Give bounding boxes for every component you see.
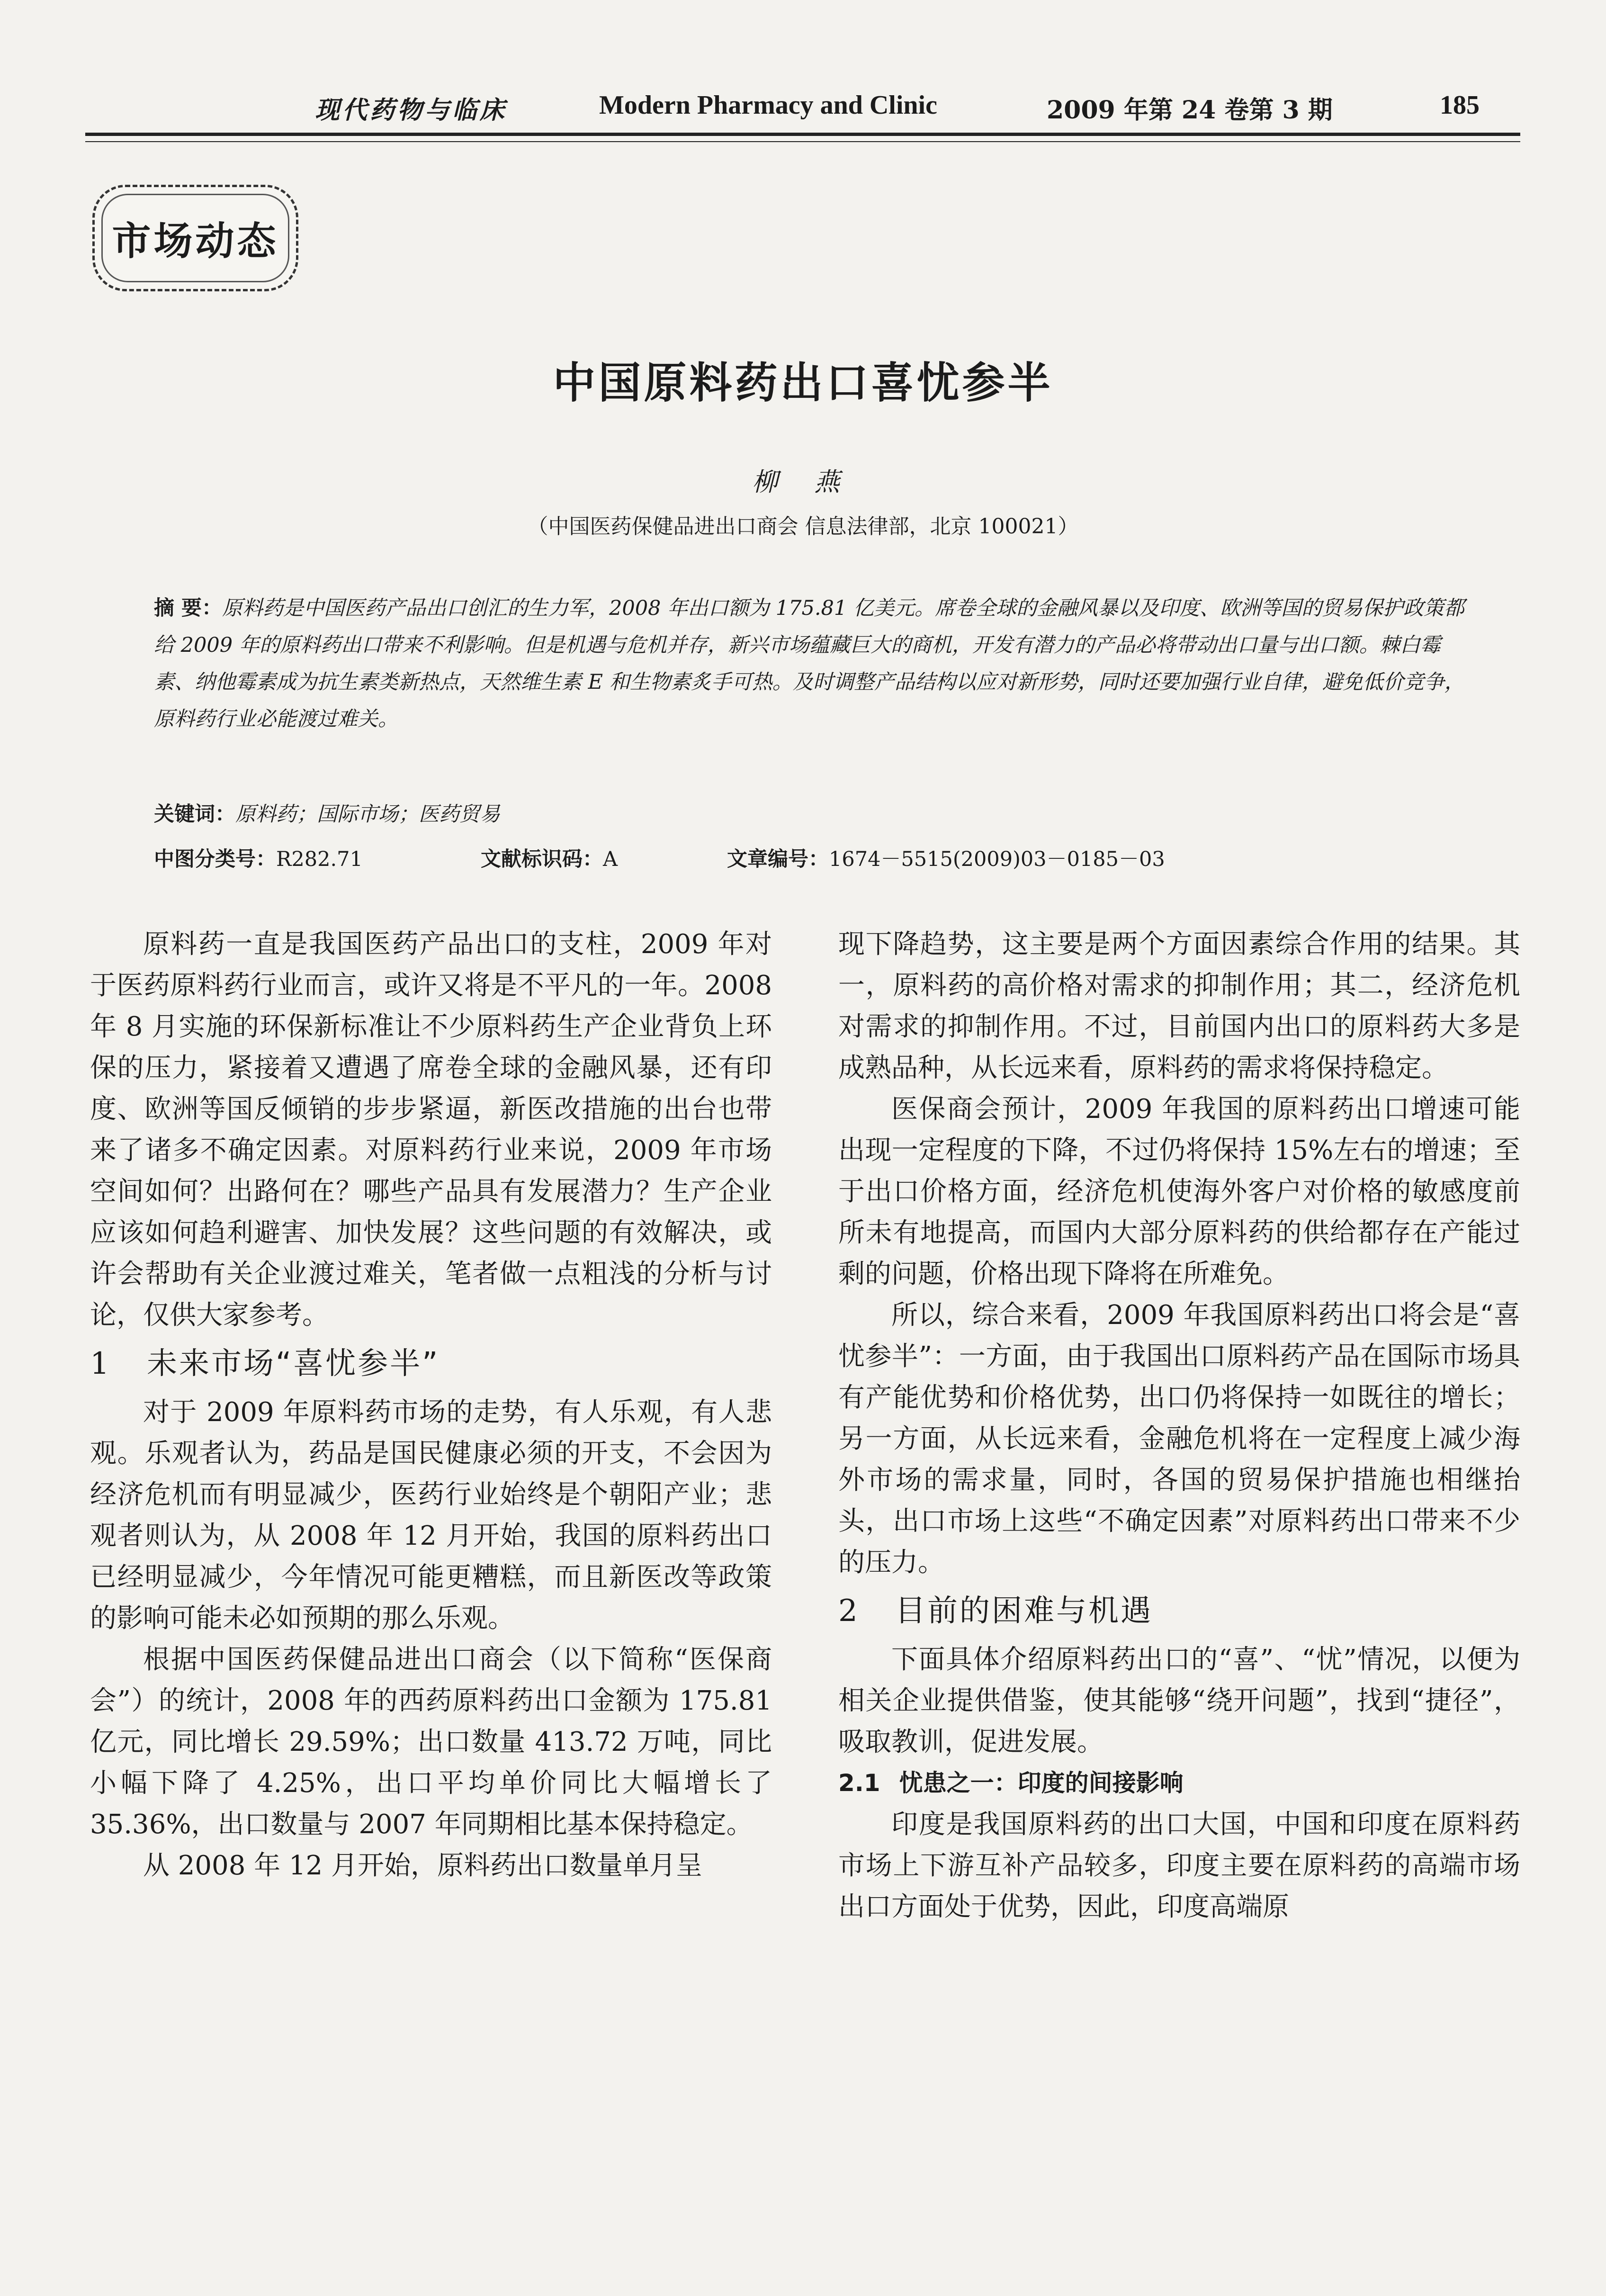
body-paragraph: 现下降趋势，这主要是两个方面因素综合作用的结果。其一，原料药的高价格对需求的抑制作用；其二，经济危机对需求的抑制作用。不过，目前国内出口的原料药大多是成熟品种，从长远来看，原料药的需求将保持稳定。 xyxy=(838,929,1520,1083)
section-heading-text: 未来市场“喜忧参半” xyxy=(147,1346,440,1381)
article-title: 中国原料药出口喜忧参半 xyxy=(553,358,1053,408)
page-number: 185 xyxy=(1440,90,1480,120)
body-paragraph: 所以，综合来看，2009 年我国原料药出口将会是“喜忧参半”：一方面，由于我国出口原料药产品在国际市场具有产能优势和价格优势，出口仍将保持一如既往的增长；另一方面，从长远来看，金融危机将在一定程度上减少海外市场的需求量，同时，各国的贸易保护措施也相继抬头，出口市场上这些“不确定因素”对原料药出口带来不少的压力。 xyxy=(838,1300,1520,1578)
section-number: 1 xyxy=(90,1346,111,1381)
abstract-label: 摘 要： xyxy=(154,596,222,620)
keywords-label: 关键词： xyxy=(154,802,235,826)
body-paragraph: 下面具体介绍原料药出口的“喜”、“忧”情况，以便为相关企业提供借鉴，使其能够“绕开问题”，找到“捷径”，吸取教训，促进发展。 xyxy=(838,1644,1520,1757)
abstract xyxy=(154,590,1471,738)
section-badge xyxy=(92,185,298,291)
article-author: 柳 燕 xyxy=(752,467,854,497)
section-number: 2 xyxy=(838,1594,860,1629)
section-heading-1 xyxy=(90,1342,772,1385)
article-number-label: 文章编号： xyxy=(727,847,829,871)
section-heading-text: 目前的困难与机遇 xyxy=(895,1594,1153,1629)
article-number-value: 1674－5515(2009)03－0185－03 xyxy=(829,847,1165,871)
body-paragraph: 根据中国医药保健品进出口商会（以下简称“医保商会”）的统计，2008 年的西药原料药出口金额为 175.81 亿元，同比增长 29.59%；出口数量 413.72 万吨，同比小幅下降了 4.25%，出口平均单价同比大幅增长了 35.36%，出口数量与 2007 年同期相比基本保持稳定。 xyxy=(90,1644,772,1840)
keywords-text: 原料药；国际市场；医药贸易 xyxy=(235,802,500,826)
document-code-label: 文献标识码： xyxy=(481,847,603,871)
header-rule-thin xyxy=(85,141,1520,142)
subsection-number: 2.1 xyxy=(838,1769,880,1797)
section-heading-2 xyxy=(838,1590,1520,1632)
header-rule-thick xyxy=(85,133,1520,136)
volume-issue: 2009 年第 24 卷第 3 期 xyxy=(1047,96,1333,125)
document-code xyxy=(481,843,618,872)
body-paragraph: 从 2008 年 12 月开始，原料药出口数量单月呈 xyxy=(143,1850,702,1881)
keywords xyxy=(154,798,500,827)
subsection-heading-2-1 xyxy=(838,1763,1520,1804)
abstract-text: 原料药是中国医药产品出口创汇的生力军，2008 年出口额为 175.81 亿美元。席卷全球的金融风暴以及印度、欧洲等国的贸易保护政策都给 2009 年的原料药出口带来不利影响。但是机遇与危机并存，新兴市场蕴藏巨大的商机，开发有潜力的产品必将带动出口量与出口额。棘白霉素、纳他霉素成为抗生素类新热点，天然维生素 E 和生物素炙手可热。及时调整产品结构以应对新形势，同时还要加强行业自律，避免低价竞争，原料药行业必能渡过难关。 xyxy=(154,596,1465,731)
body-column-left xyxy=(90,924,772,1886)
author-affiliation: （中国医药保健品进出口商会 信息法律部，北京 100021） xyxy=(527,514,1079,539)
journal-name-zh: 现代药物与临床 xyxy=(315,96,508,125)
clc-number xyxy=(154,843,363,872)
body-paragraph: 印度是我国原料药的出口大国，中国和印度在原料药市场上下游互补产品较多，印度主要在原料药的高端市场出口方面处于优势，因此，印度高端原 xyxy=(838,1809,1520,1922)
body-paragraph: 对于 2009 年原料药市场的走势，有人乐观，有人悲观。乐观者认为，药品是国民健康必须的开支，不会因为经济危机而有明显减少，医药行业始终是个朝阳产业；悲观者则认为，从 2008 年 12 月开始，我国的原料药出口已经明显减少，今年情况可能更糟糕，而且新医改等政策的影响可能未必如预期的那么乐观。 xyxy=(90,1397,772,1634)
journal-name-en: Modern Pharmacy and Clinic xyxy=(599,90,937,120)
body-paragraph: 原料药一直是我国医药产品出口的支柱，2009 年对于医药原料药行业而言，或许又将是不平凡的一年。2008 年 8 月实施的环保新标准让不少原料药生产企业背负上环保的压力，紧接着又遭遇了席卷全球的金融风暴，还有印度、欧洲等国反倾销的步步紧逼，新医改措施的出台也带来了诸多不确定因素。对原料药行业来说，2009 年市场空间如何？出路何在？哪些产品具有发展潜力？生产企业应该如何趋利避害、加快发展？这些问题的有效解决，或许会帮助有关企业渡过难关，笔者做一点粗浅的分析与讨论，仅供大家参考。 xyxy=(90,929,772,1331)
document-code-value: A xyxy=(603,847,618,871)
body-column-right xyxy=(838,924,1520,1927)
clc-value: R282.71 xyxy=(276,847,363,871)
subsection-heading-text: 忧患之一：印度的间接影响 xyxy=(899,1769,1184,1797)
article-number xyxy=(727,843,1165,872)
clc-label: 中图分类号： xyxy=(154,847,276,871)
section-badge-label: 市场动态 xyxy=(112,219,279,264)
body-paragraph: 医保商会预计，2009 年我国的原料药出口增速可能出现一定程度的下降，不过仍将保持 15%左右的增速；至于出口价格方面，经济危机使海外客户对价格的敏感度前所未有地提高，而国内大部分原料药的供给都存在产能过剩的问题，价格出现下降将在所难免。 xyxy=(838,1094,1520,1289)
